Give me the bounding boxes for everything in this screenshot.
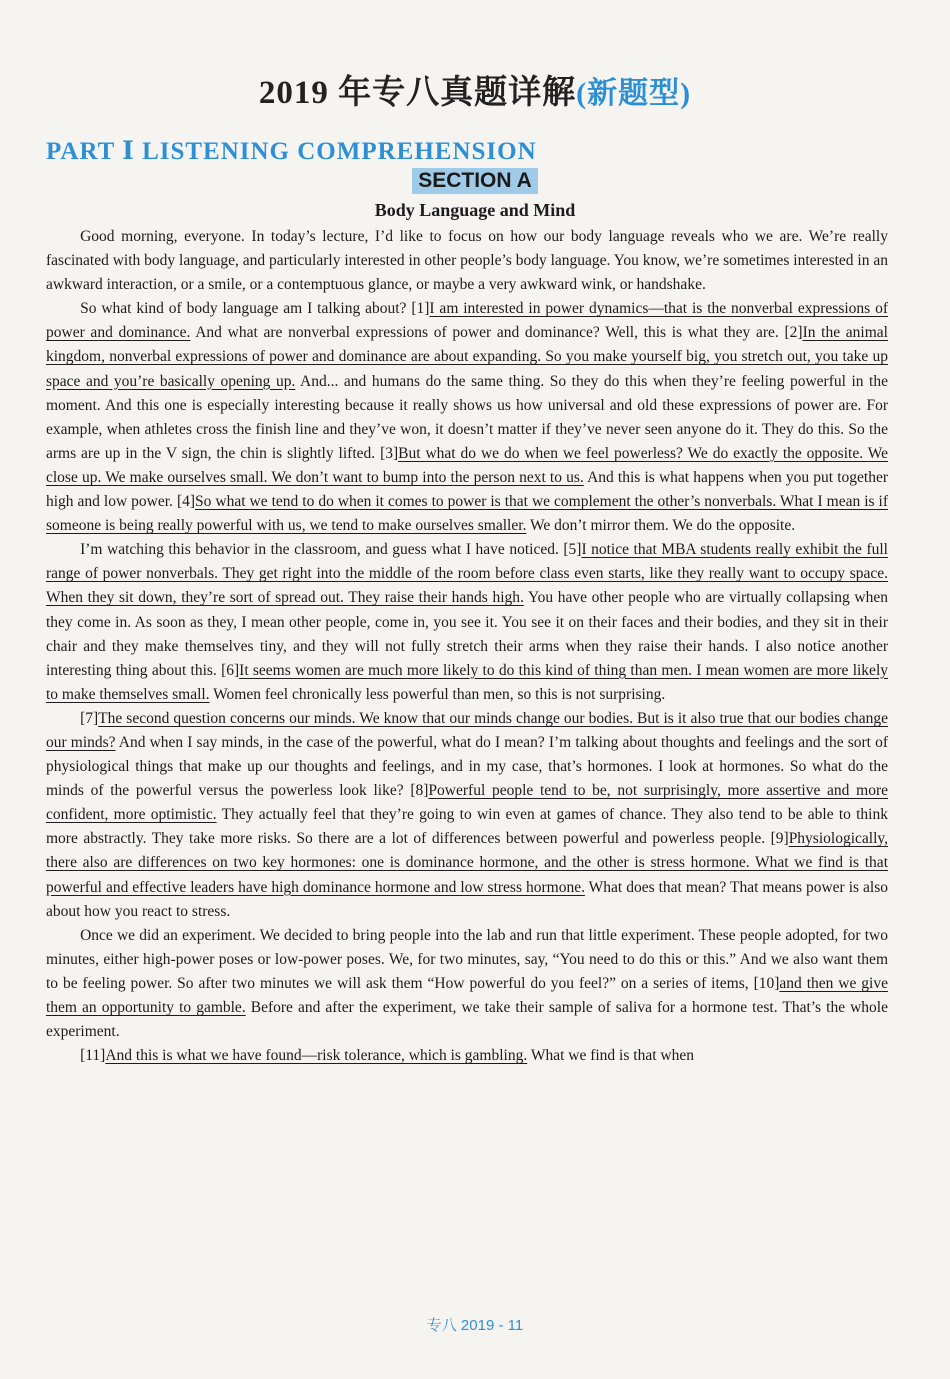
text-segment: [6] <box>221 661 240 679</box>
underlined-answer-text: And this is what we have found—risk tolerance, which is gambling. <box>105 1047 528 1065</box>
text-segment: You have other people who are virtually collapsing when they come in. As soon as they, I mean other people, come in, you see it. You see it on their faces and their bodies, and they sit in their chair and they make themselves tiny, and they will not fully stretch their arms when they raise their hands. I also notice another interesting thing about this. <box>46 589 889 679</box>
text-segment: Good morning, everyone. In today’s lecture, I’d like to focus on how our body language reveals who we are. We’re really fascinated with body language, and particularly interested in other people’s body language. You know, we’re sometimes interested in an awkward interaction, or a smile, or a contemptuous glance, or maybe a very awkward wink, or handshake. <box>46 228 888 294</box>
underlined-answer-text: But what do we do when we feel powerless? We do exactly the opposite. We close up. We make ourselves small. We don’t want to bump into the person next to us. <box>46 444 888 486</box>
underlined-answer-text: I am interested in power dynamics—that is the nonverbal expressions of power and dominance. <box>46 300 888 342</box>
passage-title: Body Language and Mind <box>374 200 576 220</box>
page-title-main: 2019 年专八真题详解 <box>258 75 577 111</box>
underlined-answer-text: Powerful people tend to be, not surprisingly, more assertive and more confident, more optimistic. <box>46 782 888 824</box>
underlined-answer-text: The second question concerns our minds. We know that our minds change our bodies. But is it also true that our bodies change our minds? <box>46 709 888 751</box>
text-segment: Before and after the experiment, we take their sample of saliva for a hormone test. That’s the whole experiment. <box>46 999 888 1041</box>
text-segment: I’m watching this behavior in the classroom, and guess what I have noticed. <box>80 541 564 559</box>
paragraph <box>46 707 888 924</box>
part-heading: PART Ⅰ LISTENING COMPREHENSION <box>46 138 537 165</box>
page-footer: 专八 2019 - 11 <box>426 1317 524 1334</box>
text-segment: [7] <box>80 709 99 727</box>
text-segment: What does that mean? That means power is also about how you react to stress. <box>46 878 888 920</box>
underlined-answer-text: So what we tend to do when it comes to power is that we complement the other’s nonverbals. What I mean is if someone is being really powerful with us, we tend to make ourselves smaller. <box>46 493 888 535</box>
section-label: SECTION A <box>412 168 538 194</box>
text-segment: They actually feel that they’re going to win even at games of chance. They also tend to be able to think more abstractly. They take more risks. So there are a lot of differences between powerful and powerless people. <box>46 806 888 848</box>
text-segment: [11] <box>80 1047 106 1065</box>
text-segment: What we find is that when <box>527 1047 694 1065</box>
underlined-answer-text: It seems women are much more likely to do this kind of thing than men. I mean women are more likely to make themselves small. <box>46 661 888 703</box>
text-segment: Once we did an experiment. We decided to bring people into the lab and run that little experiment. These people adopted, for two minutes, either high-power poses or low-power poses. We, for two minutes, say, “You need to do this or this.” And we also want them to be feeling power. So after two minutes we will ask them “How powerful do you feel?” on a series of items, <box>46 926 888 992</box>
page-title <box>0 66 950 113</box>
text-segment: And this is what happens when you put together high and low power. <box>46 468 889 511</box>
paragraph <box>46 538 888 707</box>
paragraph <box>46 225 888 297</box>
text-segment: And what are nonverbal expressions of power and dominance? Well, this is what they are. <box>190 324 785 342</box>
section-heading <box>0 168 950 194</box>
text-segment: So what kind of body language am I talking about? <box>80 300 412 318</box>
paragraph <box>46 1044 888 1068</box>
text-segment: [1] <box>411 300 430 318</box>
text-segment: [9] <box>770 830 789 848</box>
text-segment: [3] <box>380 444 399 462</box>
text-segment: We don’t mirror them. We do the opposite. <box>526 517 796 535</box>
underlined-answer-text: and then we give them an opportunity to gamble. <box>46 974 888 1016</box>
text-segment: [4] <box>176 493 196 511</box>
underlined-answer-text: Physiologically, there also are differences on two key hormones: one is dominance hormone, and the other is stress hormone. What we find is that powerful and effective leaders have high dominance hormone and low stress hormone. <box>46 830 888 896</box>
text-segment: And when I say minds, in the case of the powerful, what do I mean? I’m talking about thoughts and feelings and the sort of physiological things that make up our thoughts and feelings, and in my case, that’s hormones. I look at hormones. So what do the minds of the powerful versus the powerless look like? <box>46 733 888 800</box>
text-segment: Women feel chronically less powerful than men, so this is not surprising. <box>209 685 666 703</box>
passage-body <box>46 225 888 1068</box>
text-segment: [2] <box>784 324 803 342</box>
text-segment: [8] <box>410 782 429 800</box>
text-segment: [10] <box>753 974 780 992</box>
paragraph <box>46 297 888 538</box>
underlined-answer-text: In the animal kingdom, nonverbal expressions of power and dominance are about expanding. So you make yourself big, you stretch out, you take up space and you’re basically opening up. <box>46 324 888 390</box>
page-title-sub: (新题型) <box>576 77 692 110</box>
text-segment: And... and humans do the same thing. So they do this when they’re feeling powerful in the moment. And this one is especially interesting because it really shows us how universal and old these expressions of power are. For example, when athletes cross the finish line and they’ve won, it doesn’t matter if they’ve never seen anyone do it. They do this. So the arms are up in the V sign, the chin is slightly lifted. <box>46 372 888 462</box>
text-segment: [5] <box>563 541 582 559</box>
underlined-answer-text: I notice that MBA students really exhibit the full range of power nonverbals. They get right into the middle of the room before class even starts, like they really want to occupy space. When they sit down, they’re sort of spread out. They raise their hands high. <box>46 541 888 607</box>
paragraph <box>46 924 888 1044</box>
